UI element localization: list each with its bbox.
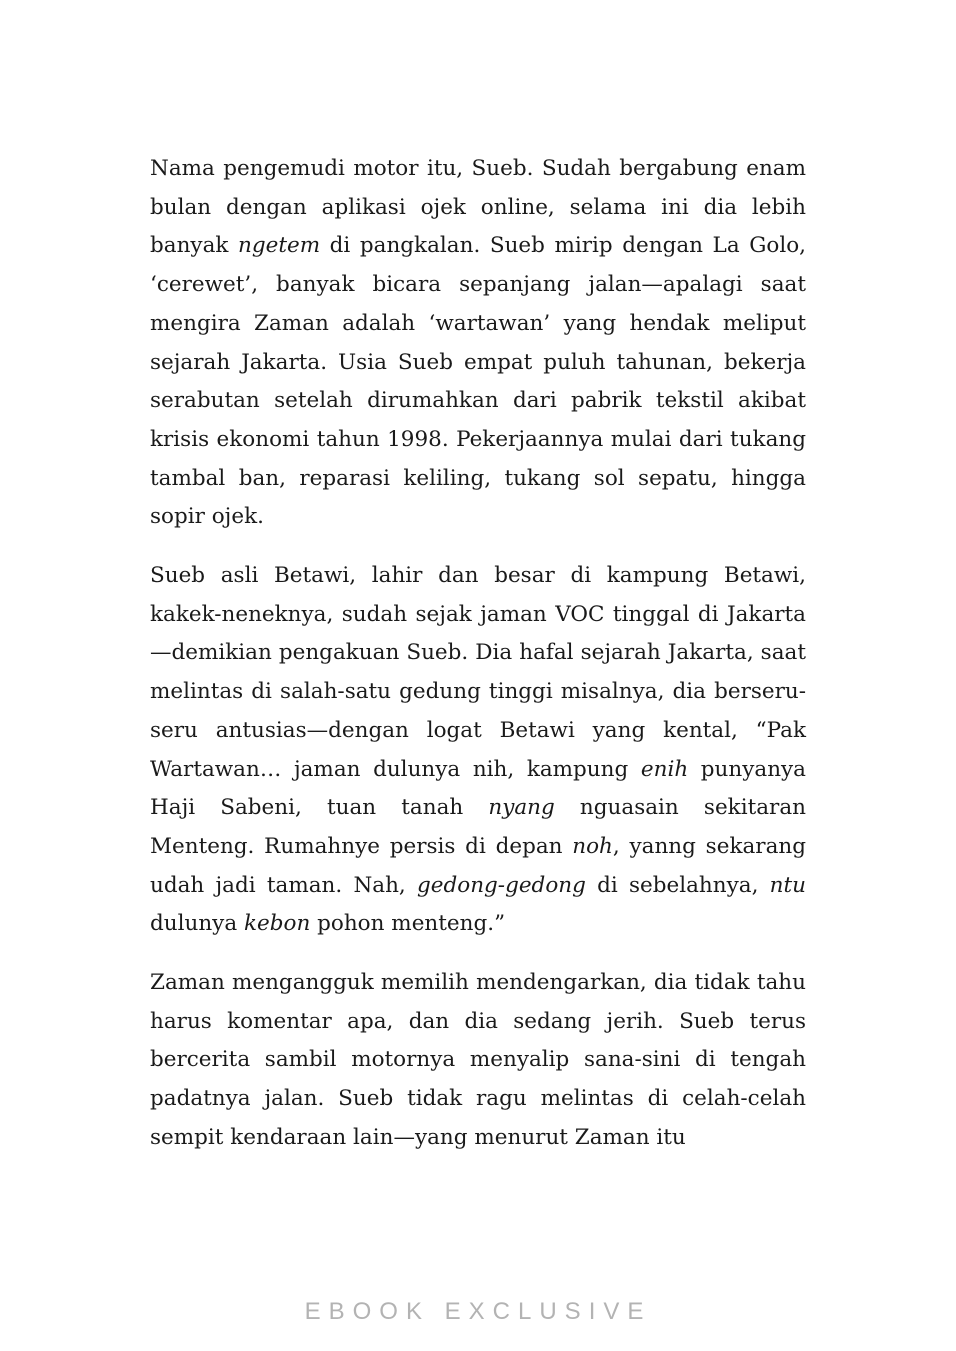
paragraph-2: Sueb asli Betawi, lahir dan besar di kampung Betawi, kakek-neneknya, sudah sejak jaman VOC tinggal di Jakarta—demikian pengakuan Sueb. Dia hafal sejarah Jakarta, saat melintas di salah-satu gedung tinggi misalnya, dia berseru-seru antusias—dengan logat Betawi yang kental, “Pak Wartawan… jaman dulunya nih, kampung enih punyanya Haji Sabeni, tuan tanah nyang nguasain sekitaran Menteng. Rumahnye persis di depan noh, yanng sekarang udah jadi taman. Nah, gedong-gedong di sebelahnya, ntu dulunya kebon pohon menteng.” (150, 563, 806, 937)
italic-term: enih (640, 756, 689, 782)
italic-term: ntu (769, 872, 806, 898)
italic-term: gedong-gedong (417, 872, 586, 898)
italic-term: nyang (488, 795, 555, 821)
paragraph-3: Zaman mengangguk memilih mendengarkan, dia tidak tahu harus komentar apa, dan dia sedang jerih. Sueb terus bercerita sambil motornya menyalip sana-sini di tengah padatnya jalan. Sueb tidak ragu melintas di celah-celah sempit kendaraan lain—yang menurut Zaman itu (150, 970, 806, 1150)
italic-term: kebon (243, 911, 311, 937)
body-text (150, 150, 806, 1158)
paragraph-1: Nama pengemudi motor itu, Sueb. Sudah bergabung enam bulan dengan aplikasi ojek online, selama ini dia lebih banyak ngetem di pangkalan. Sueb mirip dengan La Golo, ‘cerewet’, banyak bicara sepanjang jalan—apalagi saat mengira Zaman adalah ‘wartawan’ yang hendak meliput sejarah Jakarta. Usia Sueb empat puluh tahunan, bekerja serabutan setelah dirumahkan dari pabrik tekstil akibat krisis ekonomi tahun 1998. Pekerjaannya mulai dari tukang tambal ban, reparasi keliling, tukang sol sepatu, hingga sopir ojek. (150, 156, 806, 530)
ebook-exclusive-footer: EBOOK EXCLUSIVE (304, 1298, 652, 1325)
italic-term: noh (572, 833, 613, 859)
italic-term: ngetem (238, 233, 321, 259)
